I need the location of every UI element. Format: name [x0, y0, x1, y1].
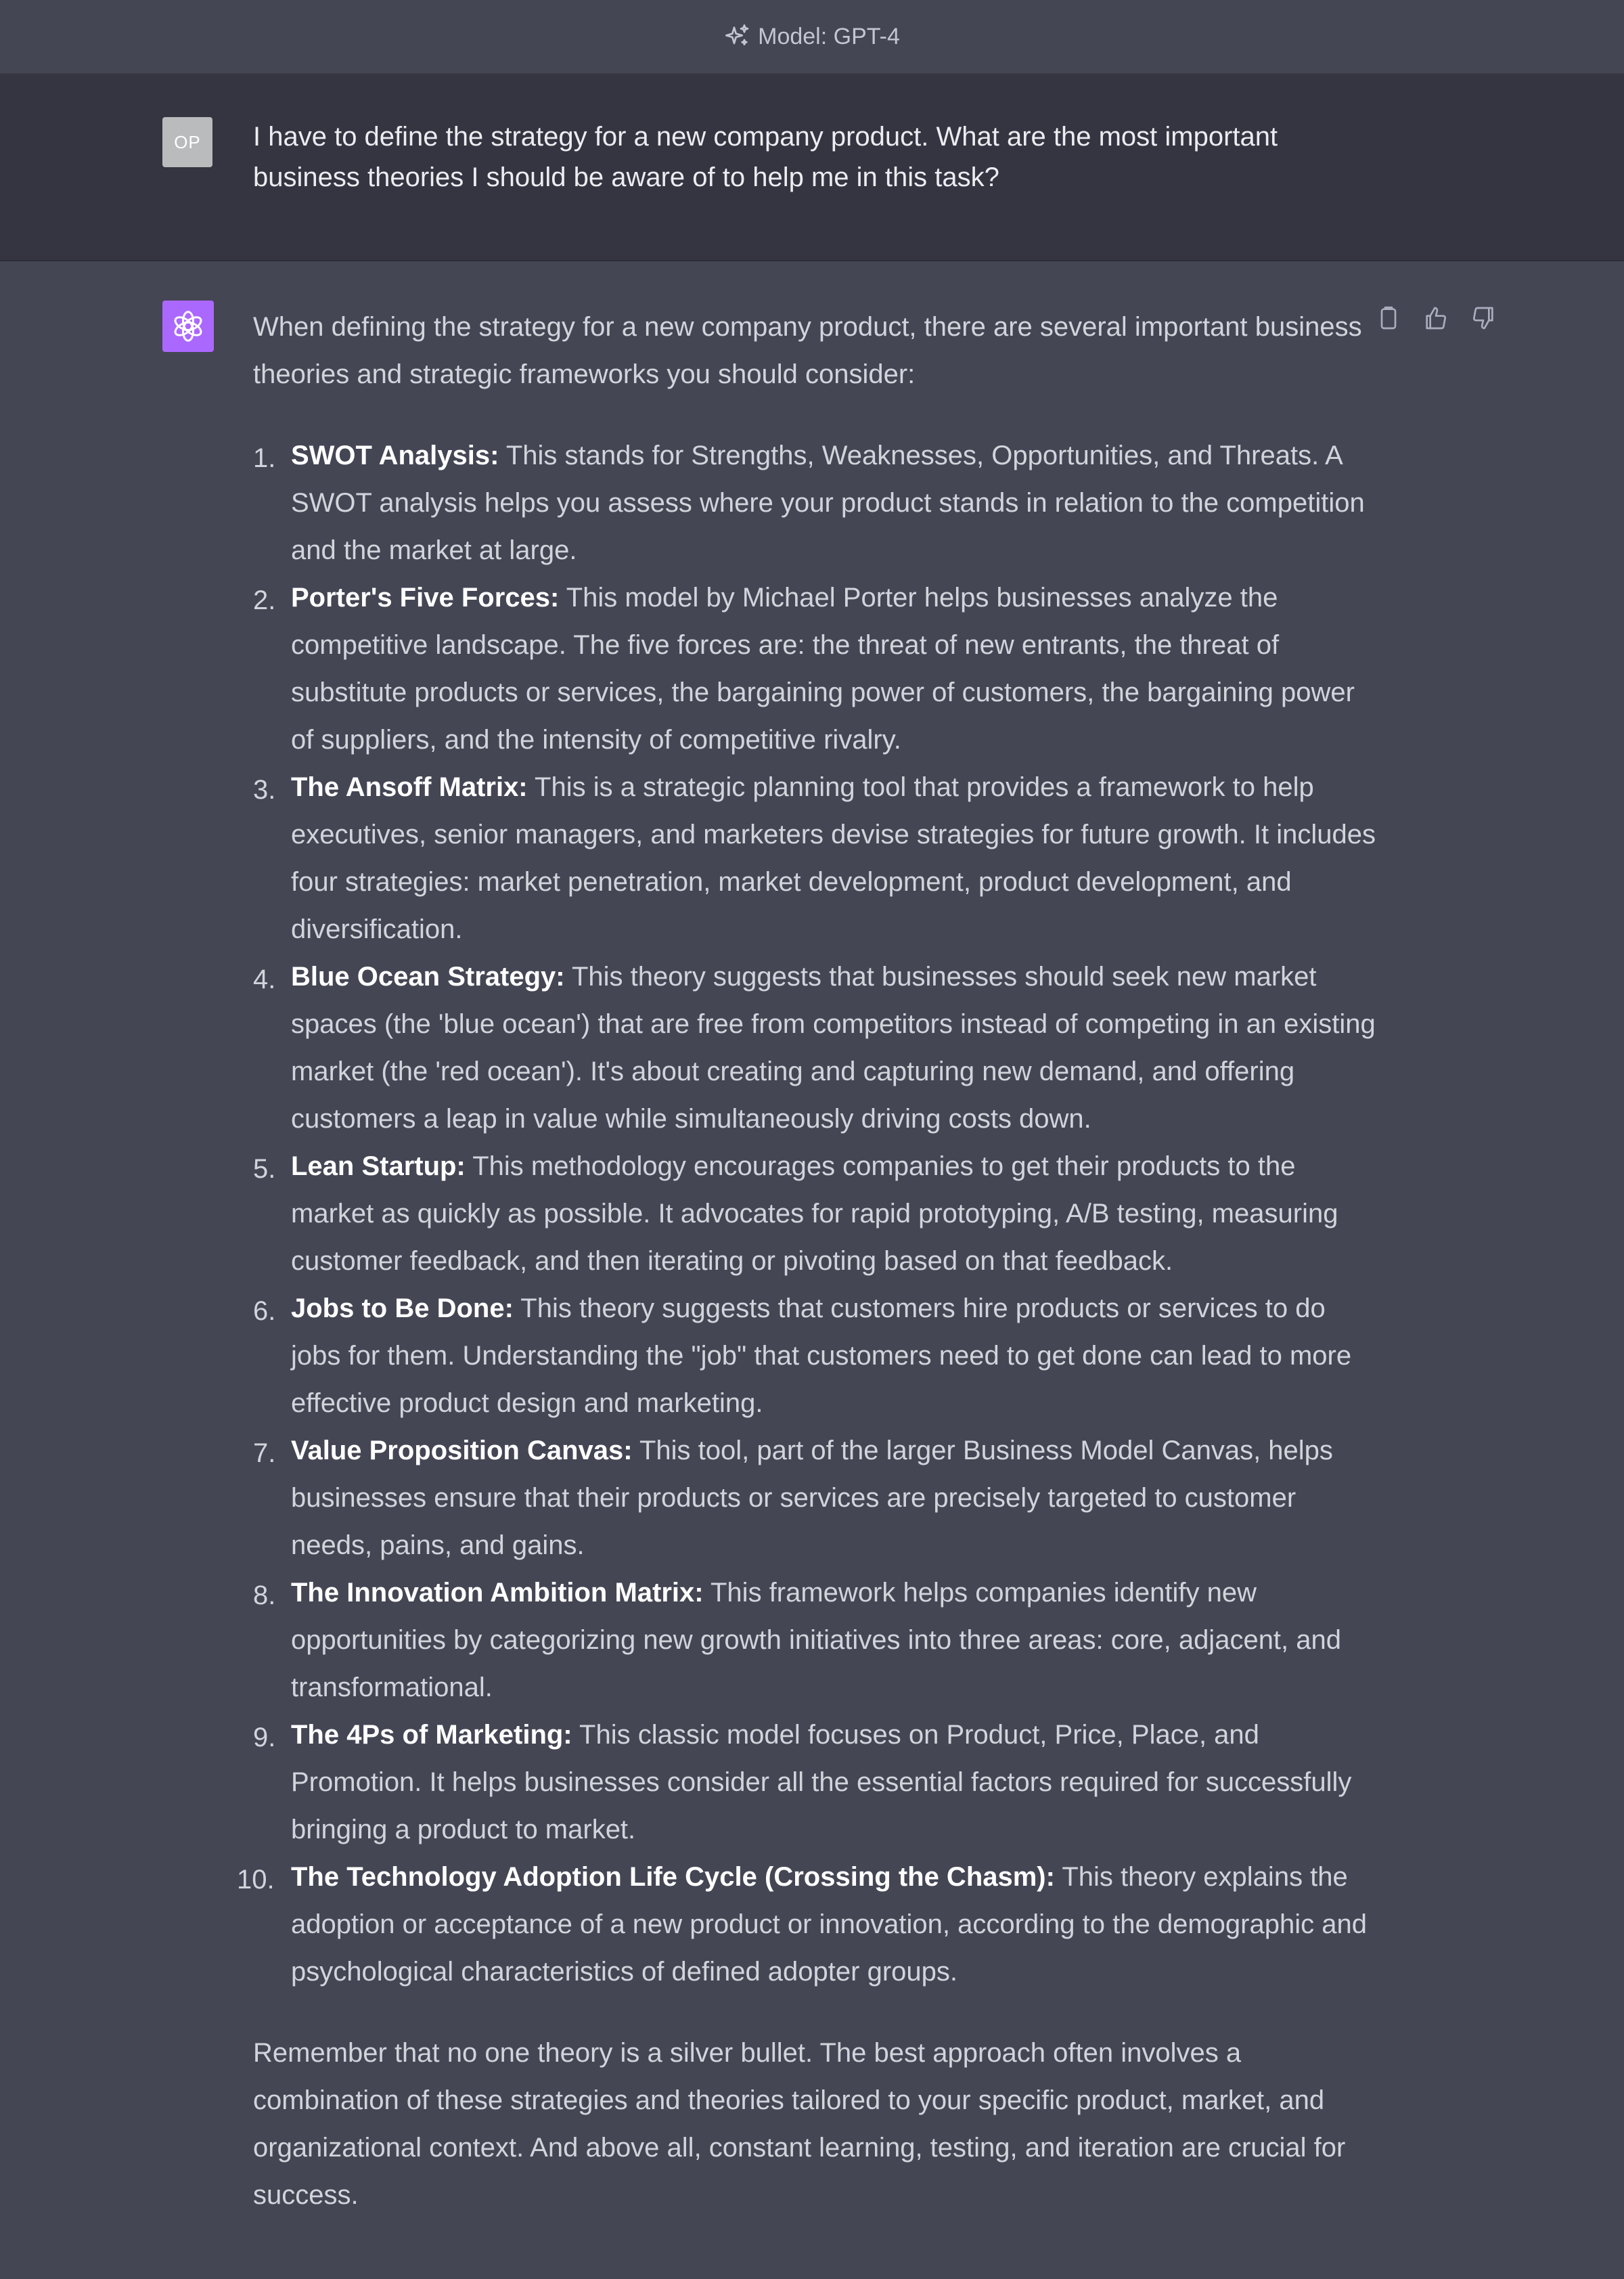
list-item-text: This stands for Strengths, Weaknesses, Opportunities, and Threats. A SWOT analysis helps you assess where your product stands in relation to the competition and the market at large.: [291, 441, 1365, 565]
list-item-text: This model by Michael Porter helps businesses analyze the competitive landscape. The five forces are: the threat of new entrants, the threat of substitute products or services, the bargaining power of customers, the bargaining power of suppliers, and the intensity of competitive rivalry.: [291, 583, 1355, 755]
list-item-text: This theory suggests that customers hire products or services to do jobs for them. Understanding the "job" that customers need to get done can lead to more effective product design and marketing.: [291, 1293, 1352, 1418]
list-item-number: 4.: [253, 965, 276, 994]
copy-icon[interactable]: [1375, 305, 1402, 332]
list-item-number: 7.: [253, 1438, 276, 1468]
user-message-text: I have to define the strategy for a new company product. What are the most important business theories I should be aware of to help me in this task?: [253, 122, 1278, 192]
list-item-text: This is a strategic planning tool that provides a framework to help executives, senior managers, and marketers devise strategies for future growth. It includes four strategies: market penetration, market development, product development, and diversification.: [291, 772, 1376, 944]
list-item-number: 9.: [253, 1723, 276, 1752]
list-item-title: The Ansoff Matrix:: [291, 772, 528, 802]
list-item-text: This theory suggests that businesses should seek new market spaces (the 'blue ocean') that are free from competitors instead of competing in an existing market (the 'red ocean'). It's about creating and capturing new demand, and offering customers a leap in value while simultaneously driving costs down.: [291, 962, 1376, 1134]
list-item-title: Porter's Five Forces:: [291, 583, 560, 613]
list-item: [253, 432, 1376, 574]
list-item-text: This tool, part of the larger Business Model Canvas, helps businesses ensure that their products or services are precisely targeted to customer needs, pains, and gains.: [291, 1436, 1333, 1560]
user-avatar-initials: OP: [174, 131, 201, 152]
list-item-text: This methodology encourages companies to get their products to the market as quickly as possible. It advocates for rapid prototyping, A/B testing, measuring customer feedback, and then iterating or pivoting based on that feedback.: [291, 1151, 1338, 1276]
list-item-number: 6.: [253, 1296, 276, 1326]
list-item-title: The 4Ps of Marketing:: [291, 1720, 572, 1750]
list-item-text: This theory explains the adoption or acceptance of a new product or innovation, according to the demographic and psychological characteristics of defined adopter groups.: [291, 1862, 1367, 1987]
list-item-title: Lean Startup:: [291, 1151, 466, 1181]
list-item-text: This framework helps companies identify new opportunities by categorizing new growth initiatives into three areas: core, adjacent, and transformational.: [291, 1578, 1342, 1702]
list-item: [253, 1569, 1376, 1711]
user-message: [0, 74, 1624, 261]
list-item: [253, 1711, 1376, 1853]
list-item: [253, 764, 1376, 953]
list-item-number: 1.: [253, 443, 276, 473]
thumbs-down-icon[interactable]: [1470, 305, 1497, 332]
list-item: [237, 1853, 1376, 1995]
user-avatar: [162, 117, 212, 167]
list-item-number: 8.: [253, 1580, 276, 1610]
assistant-message-body: [237, 303, 1376, 2219]
assistant-message: [0, 261, 1624, 2279]
list-item-title: Blue Ocean Strategy:: [291, 962, 565, 992]
list-item-title: The Innovation Ambition Matrix:: [291, 1578, 704, 1608]
assistant-outro: Remember that no one theory is a silver bullet. The best approach often involves a combination of these strategies and theories tailored to your specific product, market, and organizational context. And above all, constant learning, testing, and iteration are crucial for success.: [253, 2038, 1346, 2210]
list-item-title: The Technology Adoption Life Cycle (Crossing the Chasm):: [291, 1862, 1055, 1892]
theory-list: [237, 432, 1376, 1995]
list-item: [253, 1427, 1376, 1569]
model-label: Model: GPT-4: [758, 23, 900, 49]
model-header: [0, 0, 1624, 74]
list-item-number: 3.: [253, 775, 276, 805]
sparkle-icon: [724, 23, 751, 50]
list-item-title: SWOT Analysis:: [291, 441, 499, 470]
list-item-number: 10.: [237, 1865, 275, 1895]
list-item-number: 2.: [253, 585, 276, 615]
openai-logo-icon: [162, 301, 214, 352]
assistant-intro: When defining the strategy for a new company product, there are several important business theories and strategic frameworks you should consider:: [253, 312, 1362, 389]
list-item: [253, 953, 1376, 1143]
list-item: [253, 574, 1376, 764]
list-item-text: This classic model focuses on Product, Price, Place, and Promotion. It helps businesses consider all the essential factors required for successfully bringing a product to market.: [291, 1720, 1352, 1844]
list-item: [253, 1143, 1376, 1285]
list-item-title: Jobs to Be Done:: [291, 1293, 514, 1323]
list-item: [253, 1285, 1376, 1427]
thumbs-up-icon[interactable]: [1422, 305, 1449, 332]
list-item-title: Value Proposition Canvas:: [291, 1436, 633, 1465]
list-item-number: 5.: [253, 1154, 276, 1184]
message-actions: [1375, 305, 1497, 332]
